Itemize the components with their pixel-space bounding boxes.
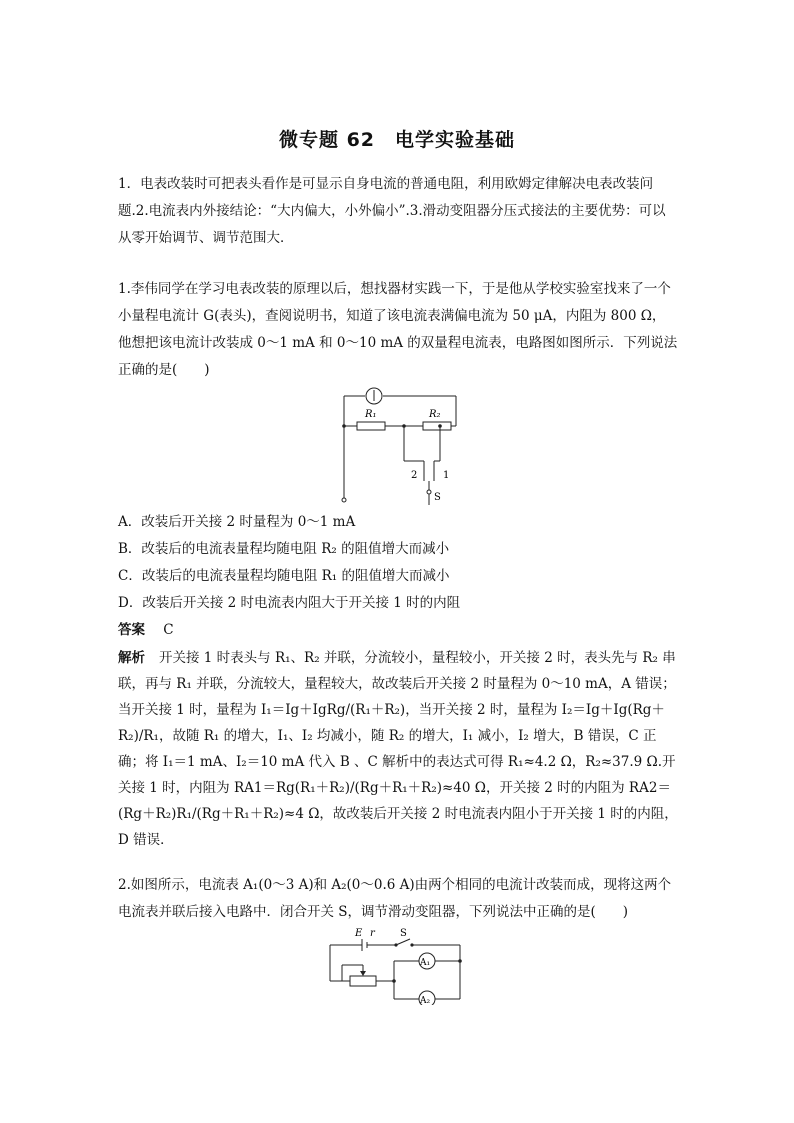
option-b: B．改装后的电流表量程均随电阻 R₂ 的阻值增大而减小 [118,541,450,557]
question-2-stem: 2.如图所示，电流表 A₁(0～3 A)和 A₂(0～0.6 A)由两个相同的电流计改装而成，现将这两个电流表并联后接入电路中．闭合开关 S，调节滑动变阻器，下列说法中正确的是( ) [118,877,672,920]
intro-text: 1．电表改装时可把表头看作是可显示自身电流的普通电阻，利用欧姆定律解决电表改装问题.2.电流表内外接结论：“大内偏大，小外偏小”.3.滑动变阻器分压式接法的主要优势：可以从零开始调节、调节范围大． [118,176,666,246]
option-c: C．改装后的电流表量程均随电阻 R₁ 的阻值增大而减小 [118,568,450,584]
switch-s-label: S [400,928,407,939]
analysis-body: 开关接 1 时表头与 R₁、R₂ 并联，分流较小，量程较小，开关接 2 时，表头先与 R₂ 串联，再与 R₁ 并联，分流较大，量程较大，故改装后开关接 2 时量程为 0～10 mA，A 错误；当开关接 1 时，量程为 I₁＝Ig＋IgRg/(R₁＋R₂)，当开关接 2 时，量程为 I₂＝Ig＋Ig(Rg＋R₂)/R₁，故随 R₁ 的增大，I₁、I₂ 均减小，随 R₂ 的增大，I₁ 减小，I₂ 增大，B 错误，C 正确；将 I₁＝1 mA、I₂＝10 mA 代入 B 、C 解析中的表达式可得 R₁≈4.2 Ω，R₂≈37.9 Ω.开关接 1 时，内阻为 RA1＝Rg(R₁＋R₂)/(Rg＋R₁＋R₂)≈40 Ω，开关接 2 时的内阻为 RA2＝(Rg＋R₂)R₁/(Rg＋R₁＋R₂)≈4 Ω，故改装后开关接 2 时电流表内阻小于开关接 1 时的内阻，D 错误． [118,650,678,848]
ammeter-a1-label: A₁ [420,958,431,968]
option-d: D．改装后开关接 2 时电流表内阻大于开关接 1 时的内阻 [118,595,461,611]
question-1-stem: 1.李伟同学在学习电表改装的原理以后，想找器材实践一下，于是他从学校实验室找来了一个小量程电流计 G(表头)，查阅说明书，知道了该电流表满偏电流为 50 μA，内阻为 800 Ω，他想把该电流计改装成 0～1 mA 和 0～10 mA 的双量程电流表，电路图如图所示．下列说法正确的是( ) [118,281,678,378]
resistor-r1-label: R₁ [365,409,377,420]
page-title: 微专题 62 电学实验基础 [278,129,516,151]
option-a: A．改装后开关接 2 时量程为 0～1 mA [118,514,356,530]
internal-resistance-label: r [370,928,375,939]
answer-value: C [163,622,174,638]
switch-position-2-label: 2 [411,470,418,481]
analysis-text [118,645,678,853]
analysis-label: 解析 [118,650,145,666]
switch-label: S [434,492,441,503]
resistor-r2-label: R₂ [429,409,441,420]
question-2-circuit-diagram [322,925,472,1005]
ammeter-a2-label: A₂ [420,996,431,1005]
answer-label: 答案 [118,622,145,638]
emf-label: E [355,928,363,939]
question-1-circuit-diagram [330,383,470,508]
switch-position-1-label: 1 [443,470,450,481]
answer-line [118,620,174,640]
